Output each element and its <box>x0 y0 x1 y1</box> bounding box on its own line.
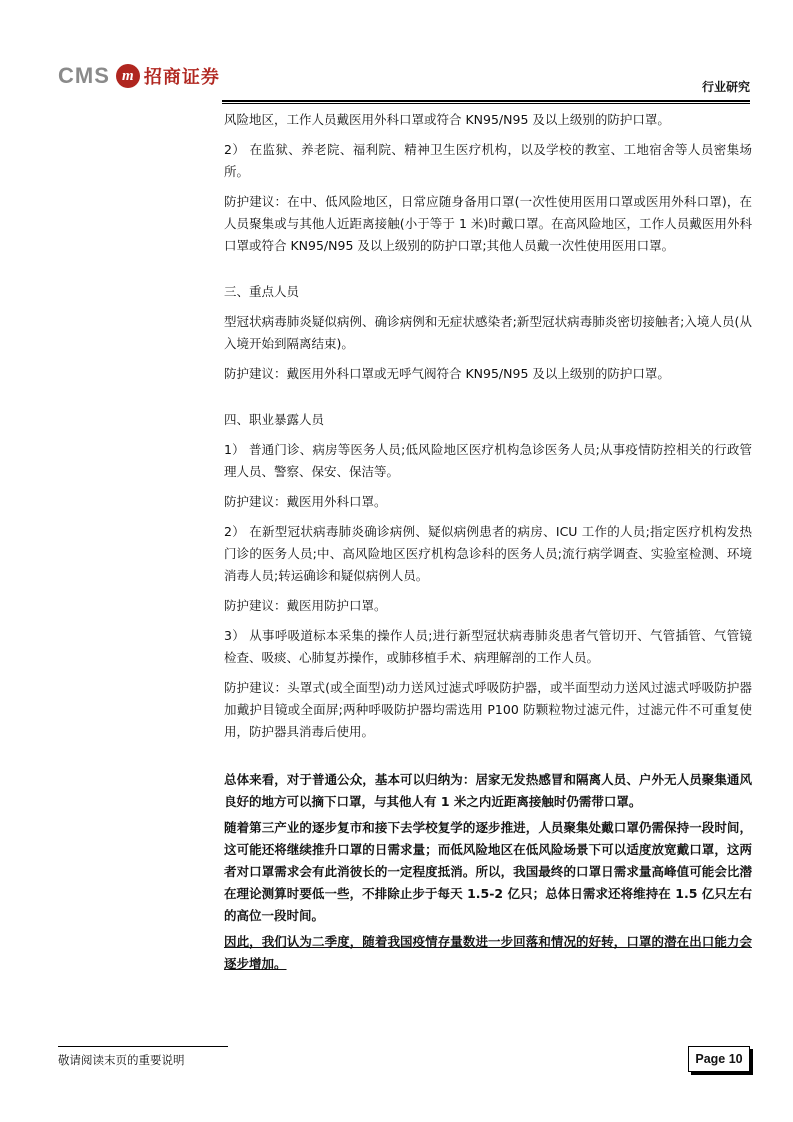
paragraph: 防护建议：在中、低风险地区，日常应随身备用口罩(一次性使用医用口罩或医用外科口罩)，在人员聚集或与其他人近距离接触(小于等于 1 米)时戴口罩。在高风险地区，工作人员戴医用外科口罩或符合 KN95/N95 及以上级别的防护口罩;其他人员戴一次性使用医用口罩。 <box>224 194 752 253</box>
footer-divider <box>58 1046 228 1047</box>
header-divider <box>222 100 750 102</box>
paragraph: 风险地区，工作人员戴医用外科口罩或符合 KN95/N95 及以上级别的防护口罩。 <box>224 112 670 127</box>
summary-conclusion: 因此，我们认为二季度，随着我国疫情存量数进一步回落和情况的好转，口罩的潜在出口能力会逐步增加。 <box>224 934 752 971</box>
paragraph: 2） 在新型冠状病毒肺炎确诊病例、疑似病例患者的病房、ICU 工作的人员;指定医疗机构发热门诊的医务人员;中、高风险地区医疗机构急诊科的医务人员;流行病学调查、实验室检测、环境消毒人员;转运确诊和疑似病例人员。 <box>224 524 752 583</box>
section-tag: 行业研究 <box>701 80 750 94</box>
disclaimer-note: 敬请阅读末页的重要说明 <box>58 1053 185 1067</box>
logo-chinese-text: 招商证券 <box>143 67 220 88</box>
paragraph: 防护建议：戴医用防护口罩。 <box>224 598 387 613</box>
paragraph: 防护建议：戴医用外科口罩。 <box>224 494 387 509</box>
paragraph: 防护建议：头罩式(或全面型)动力送风过滤式呼吸防护器，或半面型动力送风过滤式呼吸防护器加戴护目镜或全面屏;两种呼吸防护器均需选用 P100 防颗粒物过滤元件，过滤元件不可重复使用，防护器具消毒后使用。 <box>224 680 752 739</box>
section-heading: 四、职业暴露人员 <box>224 412 325 427</box>
paragraph: 2） 在监狱、养老院、福利院、精神卫生医疗机构，以及学校的教室、工地宿舍等人员密集场所。 <box>224 142 752 179</box>
section-heading: 三、重点人员 <box>224 284 300 299</box>
summary-paragraph: 总体来看，对于普通公众，基本可以归纳为：居家无发热感冒和隔离人员、户外无人员聚集通风良好的地方可以摘下口罩，与其他人有 1 米之内近距离接触时仍需带口罩。 <box>224 772 752 809</box>
header-divider-thin <box>222 103 750 104</box>
paragraph: 1） 普通门诊、病房等医务人员;低风险地区医疗机构急诊医务人员;从事疫情防控相关的行政管理人员、警察、保安、保洁等。 <box>224 442 752 479</box>
summary-block <box>224 769 752 975</box>
page-header <box>0 0 793 110</box>
summary-paragraph: 随着第三产业的逐步复市和接下去学校复学的逐步推进，人员聚集处戴口罩仍需保持一段时间，这可能还将继续推升口罩的日需求量；而低风险地区在低风险场景下可以适度放宽戴口罩，这两者对口罩需求会有此消彼长的一定程度抵消。所以，我国最终的口罩日需求量高峰值可能会比潜在理论测算时要低一些，不排除止步于每天 1.5-2 亿只；总体日需求还将维持在 1.5 亿只左右的高位一段时间。 <box>224 820 752 923</box>
page-number: Page 10 <box>688 1046 750 1072</box>
company-logo <box>58 58 220 94</box>
logo-badge-icon: m <box>116 64 140 88</box>
paragraph: 型冠状病毒肺炎疑似病例、确诊病例和无症状感染者;新型冠状病毒肺炎密切接触者;入境人员(从入境开始到隔离结束)。 <box>224 314 752 351</box>
logo-latin-text: CMS <box>58 63 110 88</box>
main-content <box>224 109 752 979</box>
paragraph: 3） 从事呼吸道标本采集的操作人员;进行新型冠状病毒肺炎患者气管切开、气管插管、气管镜检查、吸痰、心肺复苏操作，或肺移植手术、病理解剖的工作人员。 <box>224 628 752 665</box>
paragraph: 防护建议：戴医用外科口罩或无呼气阀符合 KN95/N95 及以上级别的防护口罩。 <box>224 366 670 381</box>
